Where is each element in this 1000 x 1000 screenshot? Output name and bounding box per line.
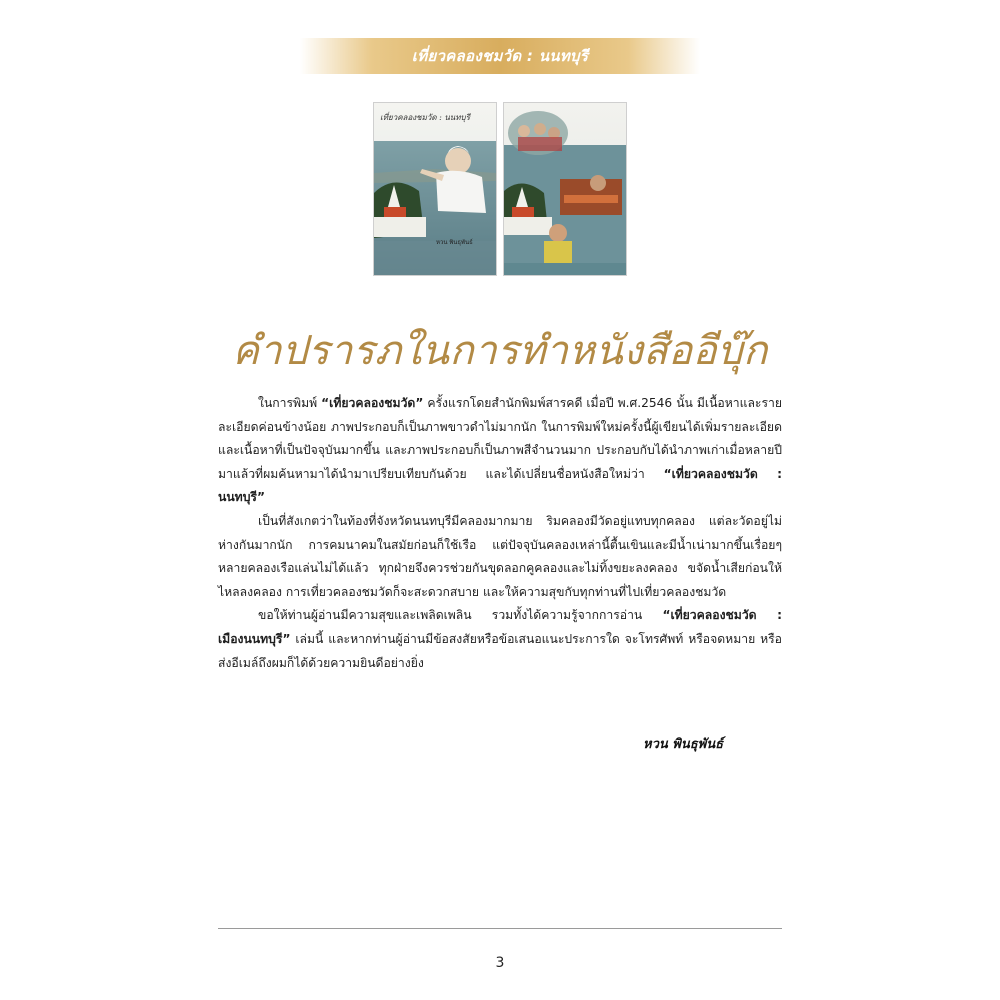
cover-front-image <box>374 103 496 275</box>
paragraph-1-text-a: ในการพิมพ์ <box>258 396 322 410</box>
paragraph-3-text-a: ขอให้ท่านผู้อ่านมีความสุขและเพลิดเพลิน รวมทั้งได้ความรู้จากการอ่าน <box>258 608 663 623</box>
author-signature: หวน พินธุพันธ์ <box>643 737 724 752</box>
page-number: 3 <box>495 955 505 971</box>
header-band <box>300 38 700 74</box>
cover-front-author: หวน พินธุพันธ์ <box>436 239 473 246</box>
paragraph-1-text-b: ครั้งแรกโดยสำนักพิมพ์สารคดี เมื่อปี พ.ศ.2546 นั้น มีเนื้อหาและรายละเอียดค่อนข้างน้อย ภาพประกอบก็เป็นภาพขาวดำไม่มากนัก ในการพิมพ์ใหม่ครั้งนี้ผู้เขียนได้เพิ่มรายละเอียดและเนื้อหาที่เป็นปัจจุบันมากขึ้น และภาพประกอบก็เป็นภาพสีจำนวนมาก ประกอบกับได้นำภาพเก่าเมื่อหลายปีมาแล้วที่ผมค้นหามาได้นำมาเปรียบเทียบกันด้วย และได้เปลี่ยนชื่อหนังสือใหม่ว่า <box>218 396 782 481</box>
paragraph-3-text-b: เล่มนี้ และหากท่านผู้อ่านมีข้อสงสัยหรือข้อเสนอแนะประการใด จะโทรศัพท์ หรือจดหมาย หรือส่งอีเมล์ถึงผมก็ได้ด้วยความยินดีอย่างยิ่ง <box>218 631 782 670</box>
paragraph-2: เป็นที่สังเกตว่าในท้องที่จังหวัดนนทบุรีมีคลองมากมาย ริมคลองมีวัดอยู่แทบทุกคลอง แต่ละวัดอยู่ไม่ห่างกันมากนัก การคมนาคมในสมัยก่อนก็ใช้เรือ แต่ปัจจุบันคลองเหล่านี้ตื้นเขินและมีน้ำเน่ามากขึ้นเรื่อยๆ หลายคลองเรือแล่นไม่ได้แล้ว ทุกฝ่ายจึงควรช่วยกันขุดลอกคูคลองและไม่ทิ้งขยะลงคลอง ขจัดน้ำเสียก่อนให้ไหลลงคลอง การเที่ยวคลองชมวัดก็จะสะดวกสบาย และให้ความสุขกับทุกท่านที่ไปเที่ยวคลองชมวัด <box>218 513 782 599</box>
page-title: คำปรารภในการทำหนังสืออีบุ๊ก <box>232 328 768 374</box>
body-text <box>218 392 782 675</box>
paragraph-1 <box>218 392 782 510</box>
paragraph-1-new-title: “เที่ยวคลองชมวัด : นนทบุรี” <box>218 466 782 505</box>
book-cover-front <box>373 102 497 276</box>
paragraph-3-book-title: “เที่ยวคลองชมวัด : เมืองนนทบุรี” <box>218 608 782 646</box>
footer-divider <box>218 928 782 929</box>
book-cover-back <box>503 102 627 276</box>
header-title: เที่ยวคลองชมวัด : นนทบุรี <box>411 47 589 65</box>
cover-front-title: เที่ยวคลองชมวัด : นนทบุรี <box>380 113 470 122</box>
paragraph-1-book-title: “เที่ยวคลองชมวัด” <box>321 396 424 410</box>
paragraph-3 <box>218 604 782 675</box>
cover-back-image <box>504 103 626 275</box>
